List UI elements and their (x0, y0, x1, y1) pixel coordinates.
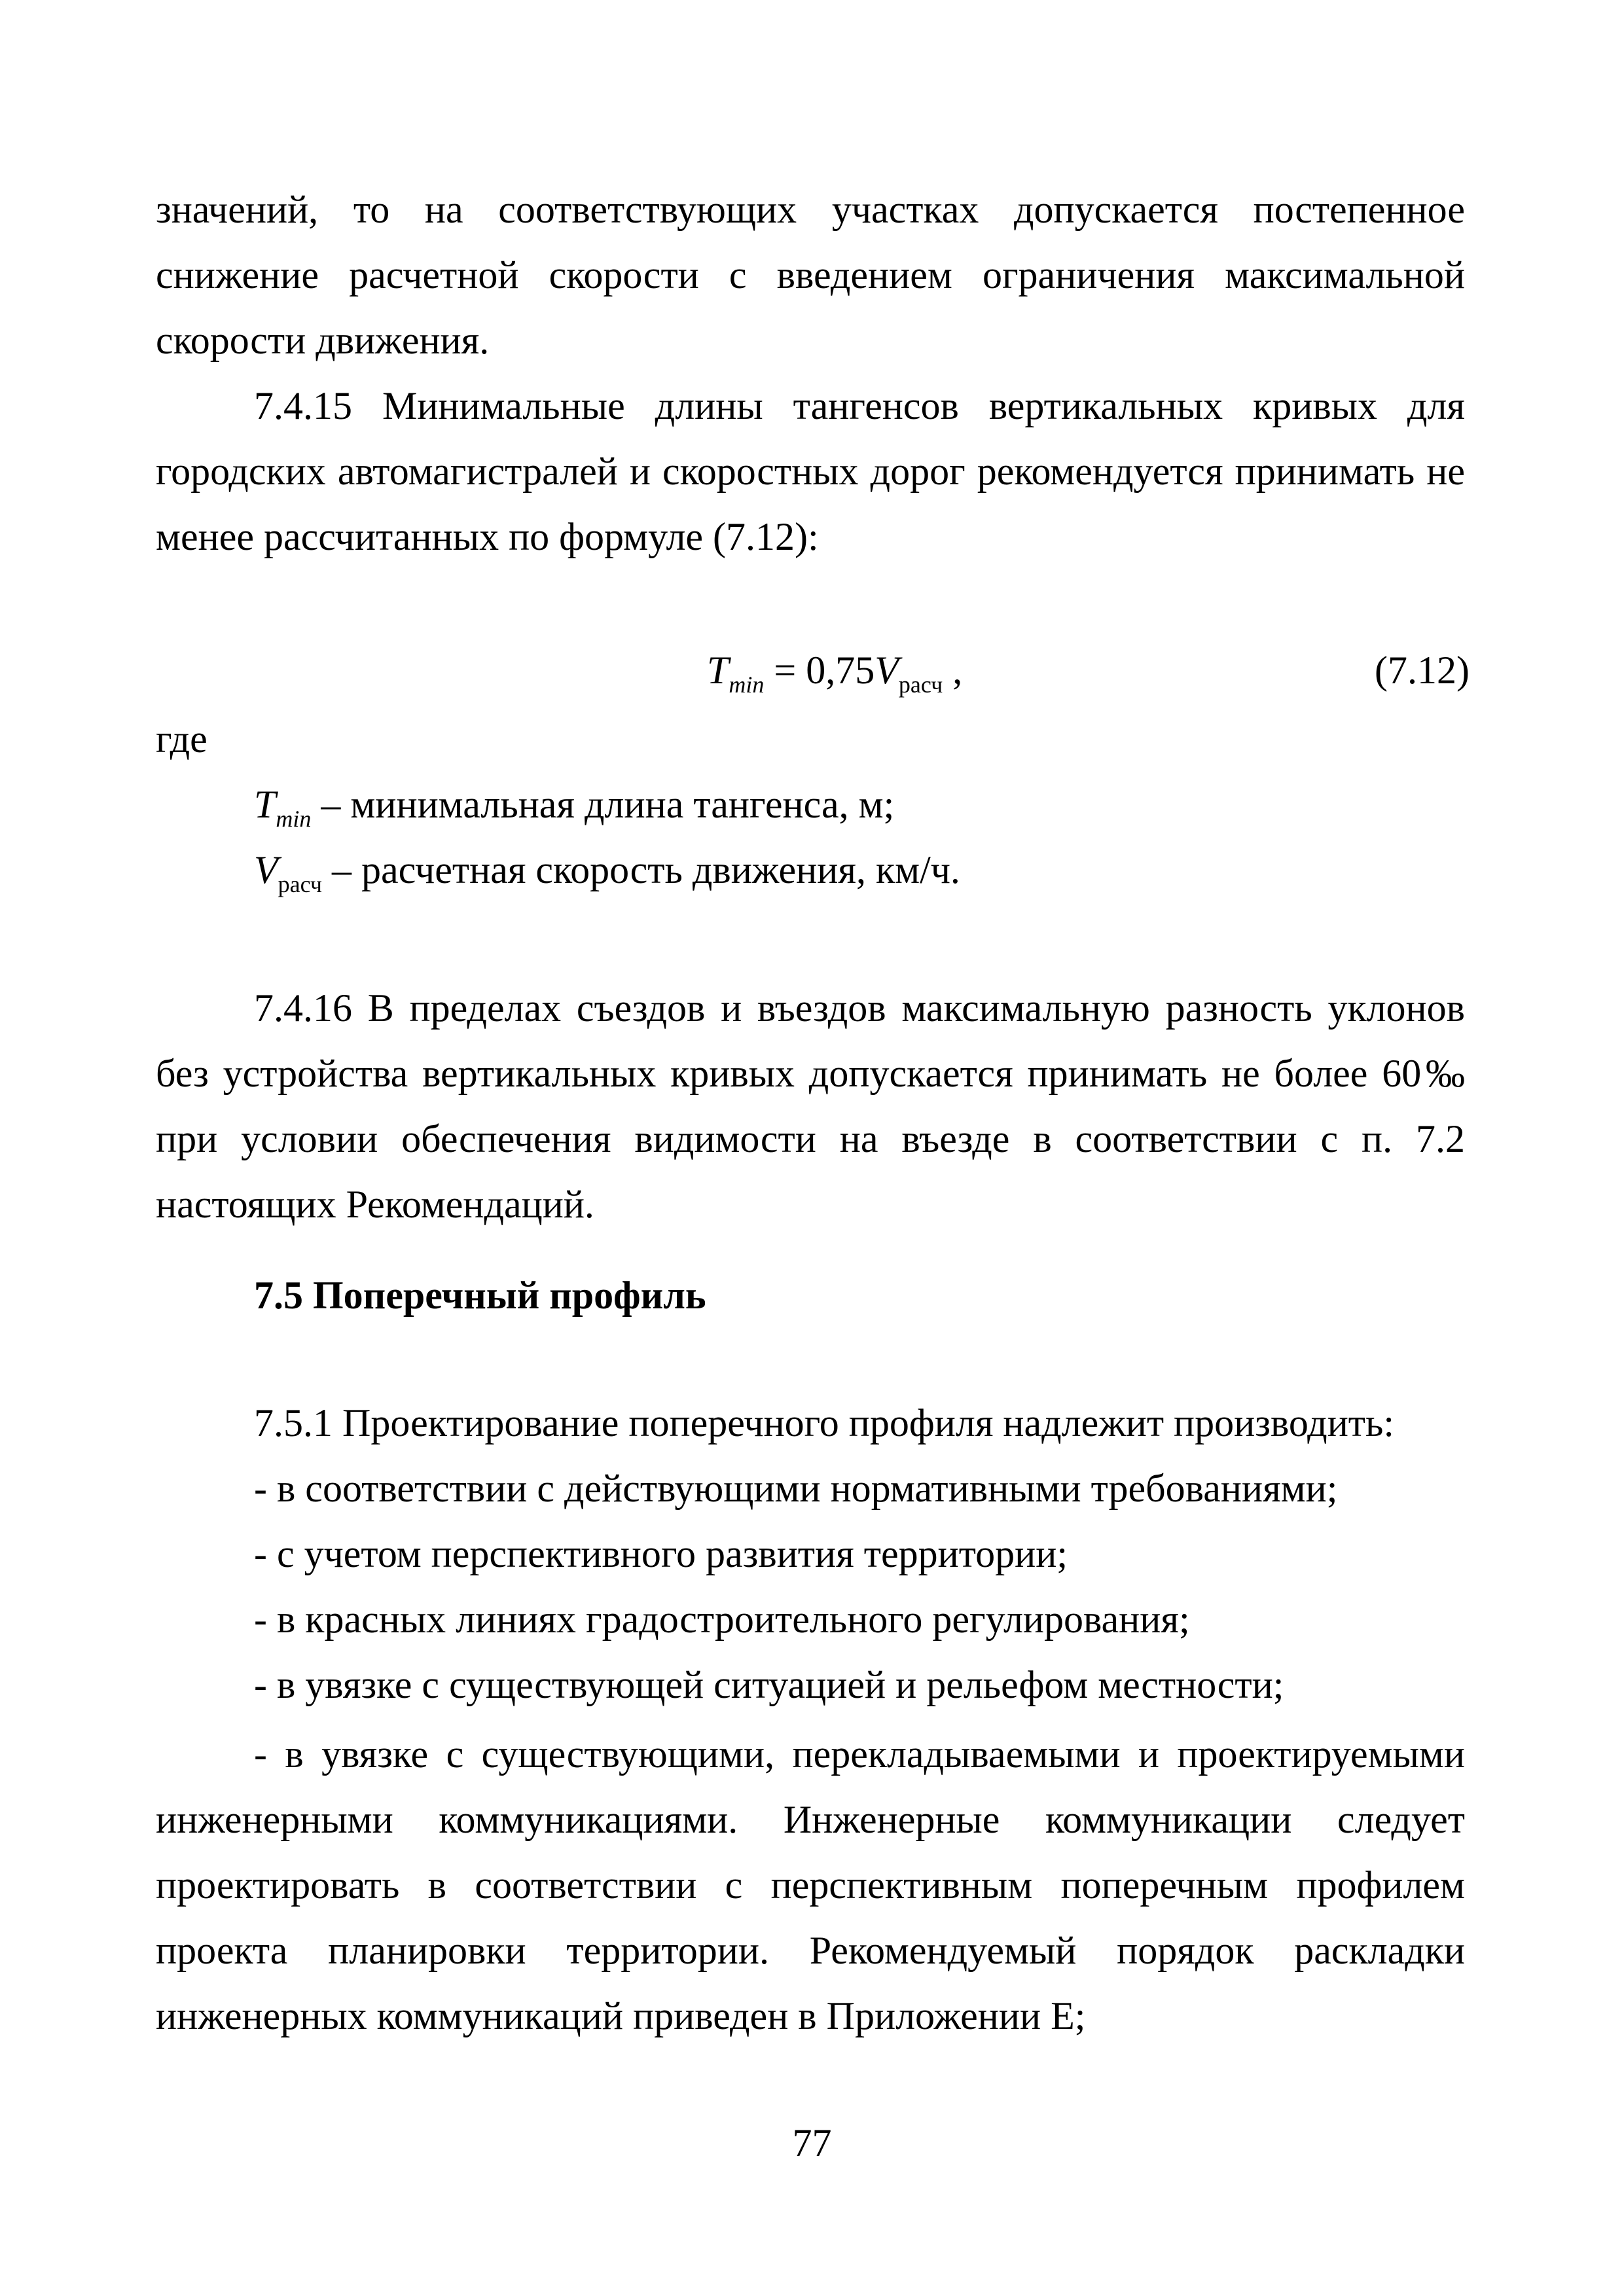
formula-t-subscript: min (729, 672, 765, 698)
definition-v-rasch (254, 848, 1465, 898)
formula-coefficient: = 0,75 (764, 649, 875, 692)
list-item: - в увязке с существующей ситуацией и рельефом местности; (254, 1663, 1284, 1706)
where-label: где (156, 717, 208, 761)
definition-v-symbol: V (254, 848, 278, 891)
paragraph-7-5-1: 7.5.1 Проектирование поперечного профиля надлежит производить: (254, 1401, 1395, 1444)
list-item-utilities: - в увязке с существующими, перекладываемыми и проектируемыми инженерными коммуникациями. Инженерные коммуникации следует проектировать в соответствии с перспективным поперечным профилем проекта планировки территории. Рекомендуемый порядок раскладки инженерных коммуникаций приведен в Приложении Е; (156, 1732, 1465, 2037)
paragraph-speed-reduction: значений, то на соответствующих участках допускается постепенное снижение расчетной скорости с введением ограничения максимальной скорости движения. (156, 188, 1465, 362)
formula-v-subscript: расч (898, 672, 943, 698)
page-number: 77 (792, 2121, 832, 2164)
formula-trailing: , (943, 649, 963, 692)
list-item: - в красных линиях градостроительного регулирования; (254, 1598, 1190, 1641)
paragraph-7-4-16: 7.4.16 В пределах съездов и въездов максимальную разность уклонов без устройства вертикальных кривых допускается принимать не более 60‰ при условии обеспечения видимости на въезде в соответствии с п. 7.2 настоящих Рекомендаций. (156, 986, 1465, 1226)
definition-t-subscript: min (276, 806, 312, 832)
list-item: - в соответствии с действующими нормативными требованиями; (254, 1467, 1338, 1510)
formula-v-symbol: V (875, 649, 899, 692)
formula-number: (7.12) (1375, 649, 1470, 692)
paragraph-7-4-15: 7.4.15 Минимальные длины тангенсов вертикальных кривых для городских автомагистралей и скоростных дорог рекомендуется принимать не менее рассчитанных по формуле (7.12): (156, 384, 1465, 558)
formula-t-symbol: T (707, 649, 729, 692)
definition-t-text: – минимальная длина тангенса, м; (311, 783, 895, 826)
list-item: - с учетом перспективного развития территории; (254, 1532, 1068, 1575)
definition-t-symbol: T (254, 783, 276, 826)
section-heading-7-5: 7.5 Поперечный профиль (254, 1274, 706, 1317)
definition-v-subscript: расч (278, 871, 322, 897)
definition-v-text: – расчетная скорость движения, км/ч. (322, 848, 960, 891)
definition-t-min (254, 782, 1465, 833)
formula-7-12 (707, 648, 962, 698)
